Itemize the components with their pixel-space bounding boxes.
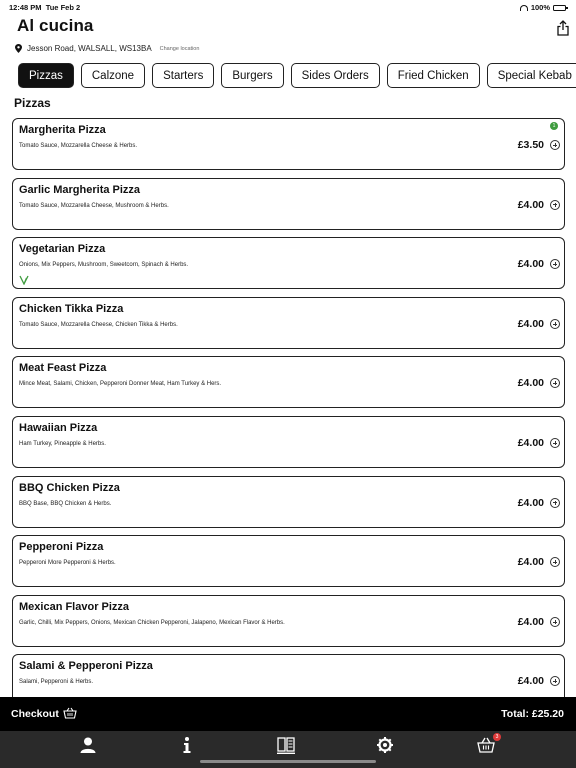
section-title: Pizzas — [14, 96, 51, 110]
add-circle-icon[interactable] — [550, 676, 560, 686]
info-icon — [178, 736, 196, 754]
tab-fried-chicken[interactable]: Fried Chicken — [387, 63, 480, 88]
menu-item-card[interactable] — [12, 535, 565, 587]
item-name: Mexican Flavor Pizza — [19, 600, 130, 613]
item-price: £4.00 — [517, 496, 544, 509]
add-circle-icon[interactable] — [550, 140, 560, 150]
item-name: Meat Feast Pizza — [19, 362, 107, 375]
item-price: £4.00 — [517, 615, 544, 628]
vegetarian-icon — [19, 275, 29, 285]
add-circle-icon[interactable] — [550, 378, 560, 388]
menu-item-card[interactable] — [12, 356, 565, 408]
add-circle-icon[interactable] — [550, 557, 560, 567]
status-time: 12:48 PM Tue Feb 2 — [9, 3, 81, 12]
status-right — [520, 3, 566, 12]
item-name: Vegetarian Pizza — [19, 243, 106, 256]
item-description: Mince Meat, Salami, Chicken, Pepperoni Donner Meat, Ham Turkey & Hers. — [19, 381, 222, 388]
menu-item-card[interactable] — [12, 297, 565, 349]
tab-starters[interactable]: Starters — [152, 63, 214, 88]
item-description: Pepperoni More Pepperoni & Herbs. — [19, 560, 116, 567]
settings-icon — [376, 736, 394, 754]
item-description: Tomato Sauce, Mozzarella Cheese, Chicken Tikka & Herbs. — [19, 321, 178, 328]
status-bar — [0, 0, 576, 14]
item-price: £3.50 — [517, 139, 544, 151]
basket-icon — [477, 736, 495, 754]
menu-item-card[interactable] — [12, 178, 565, 230]
item-quantity-badge: 1 — [550, 122, 558, 130]
item-description: Ham Turkey, Pineapple & Herbs. — [19, 440, 106, 447]
user-icon — [79, 736, 97, 754]
add-circle-icon[interactable] — [550, 319, 560, 329]
location-row — [15, 44, 199, 53]
basket-count-badge: 3 — [493, 733, 501, 741]
basket-icon — [63, 707, 77, 719]
add-circle-icon[interactable] — [550, 259, 560, 269]
item-price: £4.00 — [517, 436, 544, 449]
location-pin-icon — [15, 44, 22, 53]
change-location-link[interactable]: Change location — [159, 45, 200, 52]
item-name: Chicken Tikka Pizza — [19, 302, 124, 315]
checkout-bar[interactable] — [0, 697, 576, 731]
wifi-icon — [520, 5, 528, 11]
item-description: Onions, Mix Peppers, Mushroom, Sweetcorn, Spinach & Herbs. — [19, 262, 189, 269]
tab-pizzas[interactable]: Pizzas — [18, 63, 74, 88]
item-name: Hawaiian Pizza — [19, 421, 98, 434]
add-circle-icon[interactable] — [550, 438, 560, 448]
item-name: Salami & Pepperoni Pizza — [19, 660, 153, 673]
add-circle-icon[interactable] — [550, 498, 560, 508]
menu-item-card[interactable] — [12, 416, 565, 468]
menu-item-card[interactable] — [12, 118, 565, 170]
nav-settings[interactable] — [376, 736, 394, 754]
add-circle-icon[interactable] — [550, 200, 560, 210]
menu-item-card[interactable] — [12, 476, 565, 528]
item-price: £4.00 — [517, 198, 544, 211]
item-price: £4.00 — [517, 556, 544, 569]
item-description: BBQ Base, BBQ Chicken & Herbs. — [19, 500, 112, 507]
item-description: Salami, Pepperoni & Herbs. — [19, 679, 94, 686]
nav-user[interactable] — [79, 736, 97, 754]
menu-item-card[interactable] — [12, 237, 565, 289]
share-icon[interactable] — [556, 20, 570, 36]
checkout-button[interactable]: Checkout — [11, 708, 59, 720]
battery-percent: 100% — [530, 3, 550, 12]
menu-item-list — [12, 118, 565, 714]
item-description: Tomato Sauce, Mozzarella Cheese, Mushroom & Herbs. — [19, 202, 169, 209]
tab-calzone[interactable]: Calzone — [81, 63, 145, 88]
item-description: Garlic, Chilli, Mix Peppers, Onions, Mexican Chicken Pepperoni, Jalapeno, Mexican Flavor & Herbs. — [19, 619, 285, 626]
nav-basket[interactable] — [477, 734, 499, 754]
item-name: Garlic Margherita Pizza — [19, 183, 141, 196]
order-total: Total: £25.20 — [501, 708, 564, 720]
item-name: BBQ Chicken Pizza — [19, 481, 120, 494]
location-address: Jesson Road, WALSALL, WS13BA — [27, 44, 152, 53]
home-indicator[interactable] — [200, 760, 376, 763]
nav-info[interactable] — [178, 736, 196, 754]
item-price: £4.00 — [517, 675, 544, 688]
tab-burgers[interactable]: Burgers — [221, 63, 283, 88]
nav-menu[interactable] — [277, 736, 295, 754]
item-price: £4.00 — [517, 377, 544, 390]
menu-item-card[interactable] — [12, 595, 565, 647]
item-name: Pepperoni Pizza — [19, 541, 104, 554]
category-tabs — [18, 63, 576, 88]
add-circle-icon[interactable] — [550, 617, 560, 627]
item-name: Margherita Pizza — [19, 124, 106, 136]
menu-icon — [277, 736, 295, 754]
tab-special-kebab[interactable]: Special Kebab — [487, 63, 576, 88]
item-description: Tomato Sauce, Mozzarella Cheese & Herbs. — [19, 143, 138, 149]
item-price: £4.00 — [517, 317, 544, 330]
tab-sides-orders[interactable]: Sides Orders — [291, 63, 380, 88]
restaurant-title: Al cucina — [17, 16, 94, 35]
item-price: £4.00 — [517, 258, 544, 271]
battery-icon — [553, 5, 566, 11]
